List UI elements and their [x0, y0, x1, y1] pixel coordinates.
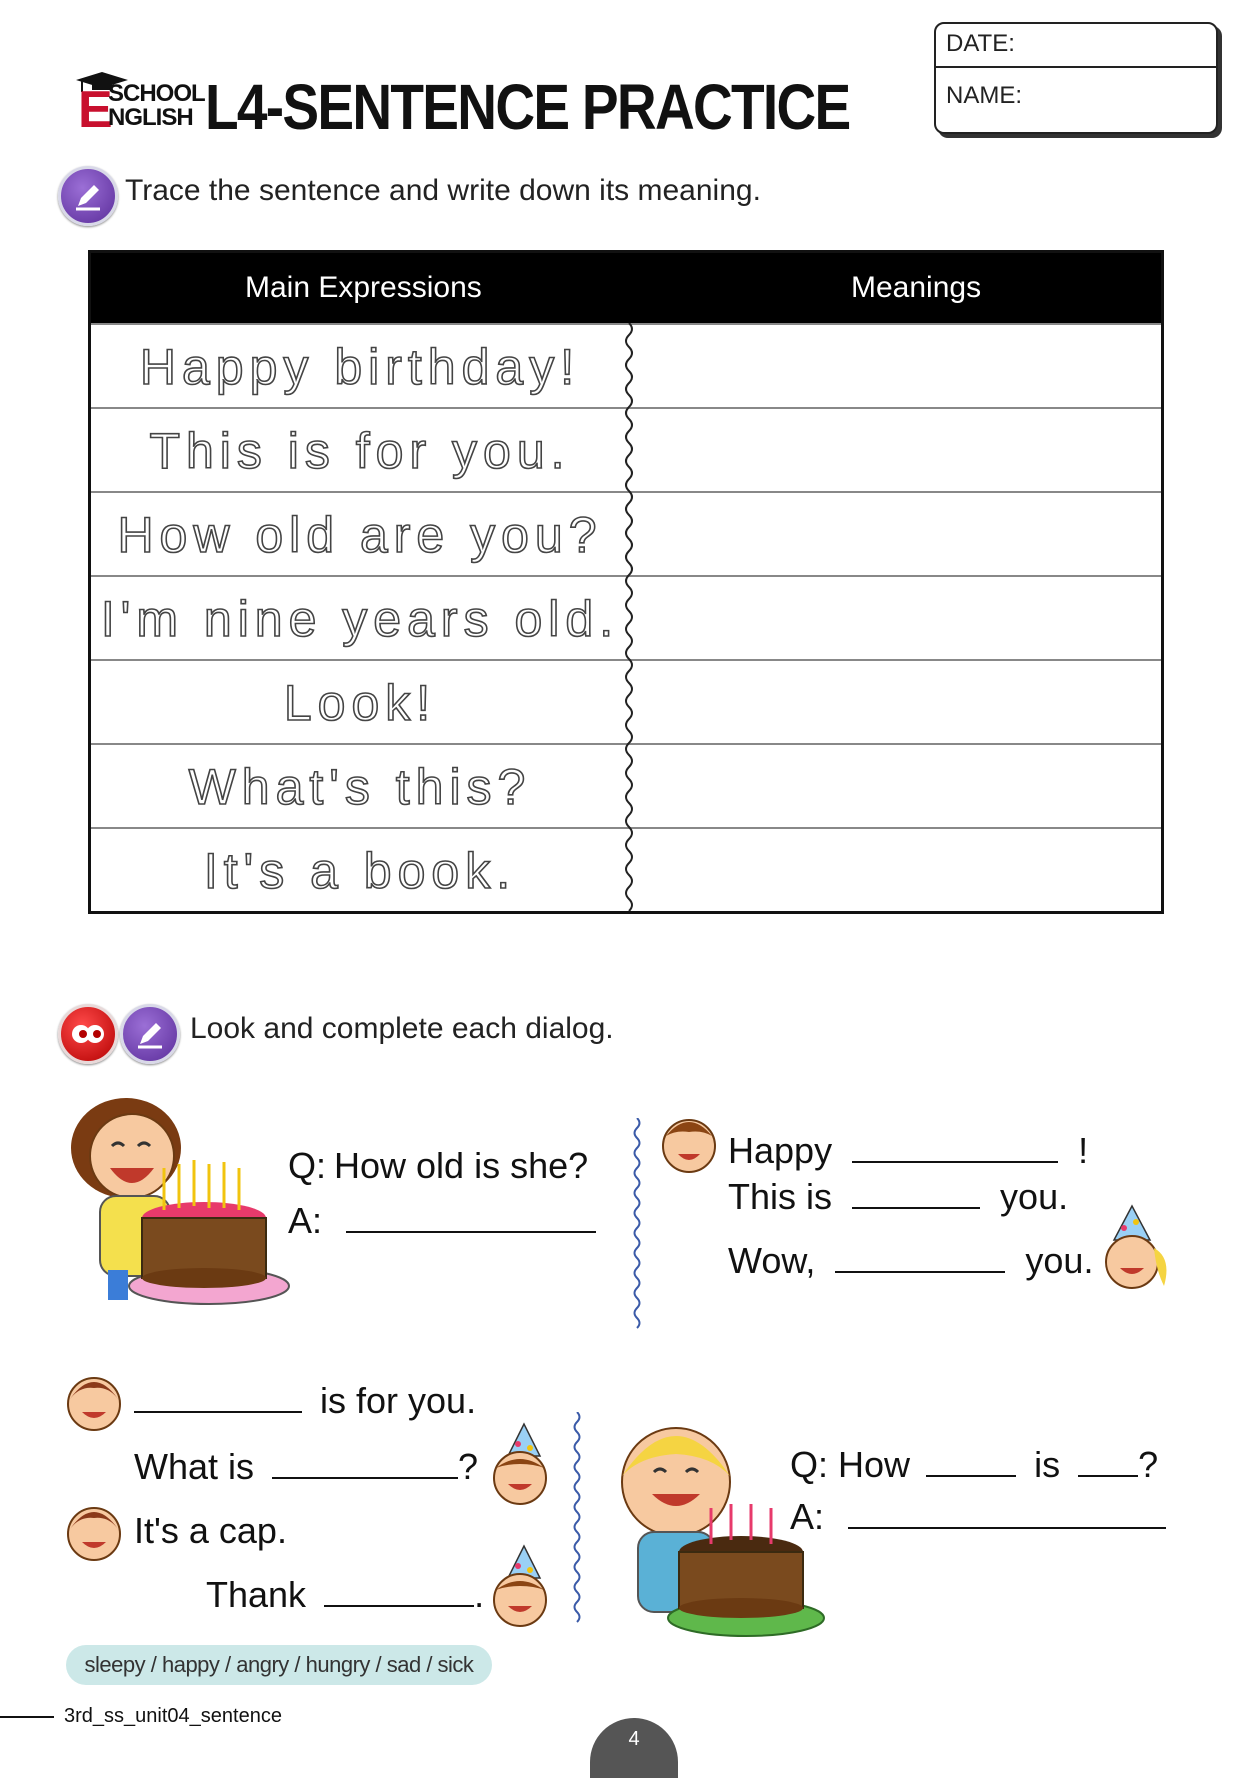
- dialog3-line4: [206, 1574, 484, 1616]
- header-main-expressions: Main Expressions: [245, 271, 482, 304]
- dialog2-you2: you.: [1025, 1240, 1094, 1281]
- dialog2-this-is: This is: [728, 1176, 833, 1217]
- instruction-dialog: Look and complete each dialog.: [190, 1012, 614, 1045]
- trace-expression: It's a book.: [203, 843, 517, 899]
- answer-blank[interactable]: [134, 1410, 302, 1413]
- dialog3-line3: It's a cap.: [134, 1510, 287, 1551]
- meaning-field[interactable]: [633, 499, 1161, 569]
- logo-line1: SCHOOL: [108, 80, 205, 107]
- dialog4-how: How: [838, 1444, 911, 1485]
- logo-line2: NGLISH: [108, 104, 193, 131]
- dialog3-what-is: What is: [134, 1446, 255, 1487]
- eyes-icon: [58, 1004, 118, 1064]
- answer-blank[interactable]: [848, 1526, 1166, 1529]
- date-name-box: [934, 22, 1218, 134]
- dialog1-answer: [288, 1200, 596, 1242]
- trace-expression: Happy birthday!: [139, 339, 581, 395]
- answer-blank[interactable]: [324, 1604, 474, 1607]
- trace-expression: This is for you.: [149, 423, 571, 479]
- dialog3-is-for-you: is for you.: [320, 1380, 477, 1421]
- meaning-field[interactable]: [633, 331, 1161, 401]
- page-number: 4: [590, 1718, 678, 1778]
- meaning-field[interactable]: [633, 751, 1161, 821]
- dialog4-question: [790, 1444, 1158, 1486]
- girl-face-icon: [64, 1372, 122, 1434]
- dialog4-is: is: [1034, 1444, 1061, 1485]
- dialog2-happy: Happy: [728, 1130, 833, 1171]
- dialog2-line1: [728, 1130, 1088, 1172]
- dialog4-question-mark: ?: [1138, 1444, 1159, 1485]
- trace-expression: I'm nine years old.: [100, 591, 620, 647]
- dialog4-a-label: A:: [790, 1496, 825, 1537]
- girl-face-icon: [64, 1502, 122, 1564]
- answer-blank[interactable]: [852, 1206, 980, 1209]
- answer-blank[interactable]: [346, 1230, 596, 1233]
- footer-file: [0, 1705, 282, 1728]
- answer-blank[interactable]: [852, 1160, 1058, 1163]
- dialog3-question-mark: ?: [458, 1446, 479, 1487]
- answer-blank[interactable]: [1078, 1474, 1138, 1477]
- table-header: [91, 253, 1161, 323]
- wavy-divider: [621, 323, 637, 913]
- dialog3-line1: [134, 1380, 476, 1422]
- dialog2-you: you.: [1000, 1176, 1069, 1217]
- meaning-field[interactable]: [633, 667, 1161, 737]
- meaning-field[interactable]: [633, 415, 1161, 485]
- dialog2-line2: [728, 1176, 1068, 1218]
- trace-expression: What's this?: [188, 759, 532, 815]
- logo-letter-e: E: [78, 81, 113, 139]
- dialog2-line3: [728, 1240, 1093, 1282]
- trace-expression: How old are you?: [117, 507, 603, 563]
- word-bank: sleepy / happy / angry / hungry / sad / sick: [66, 1645, 492, 1685]
- answer-blank[interactable]: [926, 1474, 1016, 1477]
- boy-party-hat-icon: [488, 1422, 554, 1508]
- expressions-table: [88, 250, 1164, 914]
- dialog3-line2: [134, 1446, 478, 1488]
- meaning-field[interactable]: [633, 583, 1161, 653]
- dialog2-wow: Wow,: [728, 1240, 816, 1281]
- dialog4-q-label: Q:: [790, 1444, 829, 1485]
- dialog1-q-text: How old is she?: [334, 1145, 589, 1186]
- pencil-icon: [58, 166, 118, 226]
- dialog1-a-label: A:: [288, 1200, 323, 1241]
- date-label: DATE:: [946, 30, 1015, 57]
- page-title: L4-SENTENCE PRACTICE: [205, 71, 850, 143]
- dialog2-exclaim: !: [1078, 1130, 1089, 1171]
- answer-blank[interactable]: [272, 1476, 458, 1479]
- boy-party-hat-icon: [488, 1544, 554, 1630]
- instruction-trace: Trace the sentence and write down its meaning.: [125, 174, 761, 207]
- pencil-icon: [120, 1004, 180, 1064]
- wavy-divider: [570, 1412, 584, 1626]
- girl-party-hat-icon: [1100, 1204, 1172, 1292]
- girl-with-cake-illustration: [64, 1098, 304, 1308]
- wavy-divider: [630, 1118, 644, 1332]
- trace-expression: Look!: [283, 675, 437, 731]
- meaning-field[interactable]: [633, 835, 1161, 905]
- dialog4-answer: [790, 1496, 1166, 1538]
- dialog3-thank: Thank: [206, 1574, 307, 1615]
- name-label: NAME:: [946, 82, 1023, 109]
- header-meanings: Meanings: [851, 271, 982, 304]
- answer-blank[interactable]: [835, 1270, 1005, 1273]
- boy-face-icon: [660, 1114, 718, 1174]
- dialog1-question: [288, 1145, 588, 1187]
- school-english-logo: [72, 70, 205, 140]
- dialog3-period: .: [474, 1574, 485, 1615]
- dialog1-q-label: Q:: [288, 1145, 327, 1186]
- footer-filename: 3rd_ss_unit04_sentence: [64, 1705, 282, 1727]
